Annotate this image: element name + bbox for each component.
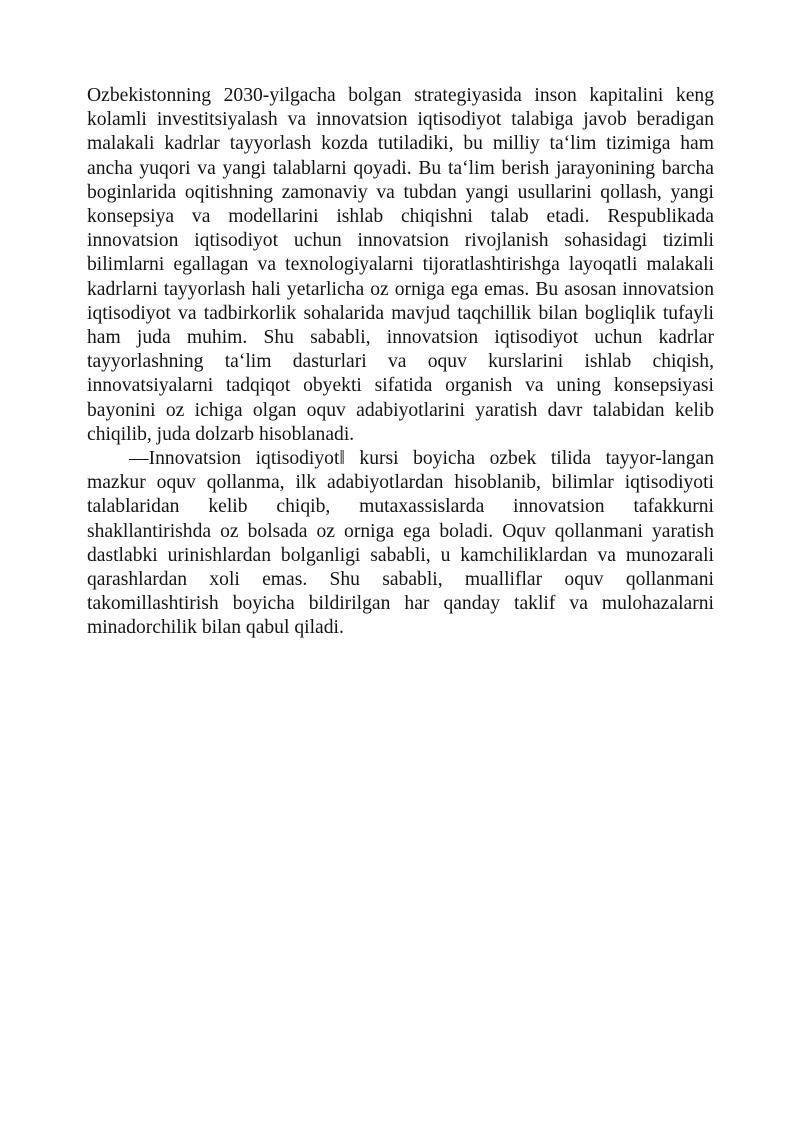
paragraph-textbook: ―Innovatsion iqtisodiyot‖ kursi boyicha ozbek tilida tayyor-langan mazkur oquv qollanma, ilk adabiyotlardan hisoblanib, bilimlar iqtisodiyoti talablaridan kelib chiqib, mutaxassislarda innovatsion tafakkurni shakllantirishda oz bolsada oz orniga ega boladi. Oquv qollanmani yaratish dastlabki urinishlardan bolganligi sababli, u kamchiliklardan va munozarali qarashlardan xoli emas. Shu sababli, mualliflar oquv qollanmani takomillashtirish boyicha bildirilgan har qanday taklif va mulohazalarni minadorchilik bilan qabul qiladi. xyxy=(87,448,714,639)
document-page xyxy=(87,84,714,641)
paragraph-strategy: Ozbekistonning 2030-yilgacha bolgan strategiyasida inson kapitalini keng kolamli investitsiyalash va innovatsion iqtisodiyot talabiga javob beradigan malakali kadrlar tayyorlash kozda tutiladiki, bu milliy ta‘lim tizimiga ham ancha yuqori va yangi talablarni qoyadi. Bu ta‘lim berish jarayonining barcha boginlarida oqitishning zamonaviy va tubdan yangi usullarini qollash, yangi konsepsiya va modellarini ishlab chiqishni talab etadi. Respublikada innovatsion iqtisodiyot uchun innovatsion rivojlanish sohasidagi tizimli bilimlarni egallagan va texnologiyalarni tijoratlashtirishga layoqatli malakali kadrlarni tayyorlash hali yetarlicha oz orniga ega emas. Bu asosan innovatsion iqtisodiyot va tadbirkorlik sohalarida mavjud taqchillik bilan bogliqlik tufayli ham juda muhim. Shu sababli, innovatsion iqtisodiyot uchun kadrlar tayyorlashning ta‘lim dasturlari va oquv kurslarini ishlab chiqish, innovatsiyalarni tadqiqot obyekti sifatida organish va uning konsepsiyasi bayonini oz ichiga olgan oquv adabiyotlarini yaratish davr talabidan kelib chiqilib, juda dolzarb hisoblanadi. xyxy=(87,85,714,445)
